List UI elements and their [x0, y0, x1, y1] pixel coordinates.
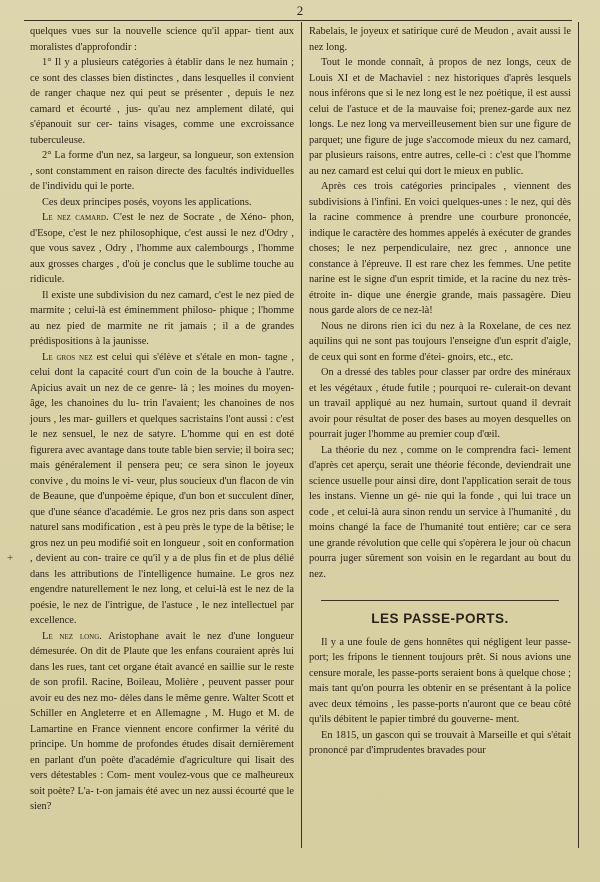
- paragraph-text: Rabelais, le joyeux et satirique curé de Meudon , avait aussi le nez long.: [309, 26, 571, 53]
- paragraph: [309, 728, 571, 759]
- paragraph: [309, 319, 571, 366]
- paragraph-text: Après ces trois catégories principales , viennent des subdivisions à l'infini. En voici quelques-unes : le nez, qui dès la racine commence à prendre une courbure prononcée, indique le caractère des hommes appelés à exécuter de grandes choses; le nez perpendiculaire, nez grec , annonce une constance à l'épreuve. Il est rare chez les femmes. Une petite narine est le signe d'un esprit timide, et la racine du nez très-étroite in- dique une énergie grande, mais passagère. Dieu nous garde alors de ce nez-là!: [309, 181, 571, 316]
- paragraph: [30, 148, 294, 195]
- paragraph: [309, 443, 571, 583]
- paragraph: [30, 195, 294, 211]
- left-column: [30, 24, 294, 815]
- paragraph-text: Il y a une foule de gens honnêtes qui négligent leur passe-port; les fripons le tiennent toujours prêt. Si nous avions une censure morale, les passe-ports seraient bons à quelque chose ; mais tant qu'on pourra les obtenir en se présentant à la police avec deux témoins , les passe-ports n'auront que ce beau côté qu'ils débitent le papier timbré du gouverne- ment.: [309, 636, 571, 725]
- right-column: [309, 24, 571, 759]
- paragraph: [30, 210, 294, 288]
- paragraph: [309, 55, 571, 179]
- paragraph-lead: Le nez long.: [42, 630, 102, 642]
- paragraph-text: En 1815, un gascon qui se trouvait à Marseille et qui s'était prononcé par d'imprudentes bravades pour: [309, 729, 571, 756]
- paragraph: [309, 24, 571, 55]
- paragraph-text: Il existe une subdivision du nez camard, c'est le nez pied de marmite ; celui-là est éminemment philoso- phique ; l'homme au nez pied de marmite ne rit jamais ; il a de grandes prédispositions à la jaunisse.: [30, 289, 294, 347]
- margin-mark: +: [7, 552, 14, 564]
- section-title: LES PASSE-PORTS.: [371, 611, 509, 626]
- paragraph-text: Tout le monde connaît, à propos de nez longs, ceux de Louis XI et de Machaviel : nez historiques d'après lesquels nous inférons que si le nez long est le nez poétique, il est aussi celui de l'astuce et de la mauvaise foi; prenez-garde aux nez longs. Le nez long va merveilleusement bien sur une figure de parquet; une figure de juge s'accomode mieux du nez camard, par plusieurs raisons, entre autres, celle-ci : c'est que l'homme au nez camard est celui qui dort le mieux en public.: [309, 57, 571, 177]
- paragraph-text: On a dressé des tables pour classer par ordre des minéraux et les végétaux , étude futile ; pourquoi re- culerait-on devant un travail appliqué au nez humain, surtout quand il devrait avoir pour résultat de poser des bases au moyen desquelles on pourrait juger l'homme au premier coup d'œil.: [309, 367, 571, 440]
- top-rule: [24, 20, 572, 21]
- paragraph: [309, 365, 571, 443]
- paragraph: [30, 629, 294, 815]
- column-divider: [301, 22, 302, 848]
- paragraph: [30, 288, 294, 350]
- right-column-bottom-text: [309, 635, 571, 759]
- right-column-top-text: [309, 24, 571, 582]
- paragraph: [309, 179, 571, 319]
- paragraph: [30, 350, 294, 629]
- paragraph: [30, 24, 294, 55]
- paragraph-lead: Le nez camard.: [42, 212, 109, 223]
- page-number: 2: [296, 3, 304, 18]
- paragraph: [309, 635, 571, 728]
- paragraph-text: Nous ne dirons rien ici du nez à la Roxelane, de ces nez aquilins qui ne sont pas toujours l'enseigne d'un esprit d'aigle, de ceux qui sont en forme d'étei- gnoirs, etc., etc.: [309, 320, 571, 363]
- paragraph-text: C'est le nez de Socrate , de Xéno- phon, d'Esope, c'est le nez philosophique, c'est aussi le nez d'Odry , que vous savez , Odry , l'homme aux calembourgs , l'homme aux grosses charges , d'où je conclus que le sublime touche au ridicule.: [30, 212, 294, 285]
- paragraph-text: Ces deux principes posés, voyons les applications.: [42, 196, 252, 208]
- paragraph-text: est celui qui s'élève et s'étale en mon- tagne , celui dont la capacité court d'un coin de la bouche à l'autre. Apicius avait un nez de ce genre- là ; les moines du moyen-âge, les chanoines du lu- trin l'avaient; les chanoines de nos jours , les mar- guillers et quelques sacristains l'ont aussi : c'est le nez sensuel, le nez de satyre. L'homme qui en est doté figurera avec avantage dans toute table bien servie; il boira sec; mais généralement il pensera peu; ce sera sinon le joyeux convive , du moins le vi- veur, plus soucieux d'un flacon de vin de Beaune, que d'unpoème épique, d'un bon et succulent dîner, que d'une séance d'académie. Le gros nez pris dans son aspect naturel sans modification , est à peu près le type de la bêtise; le gros nez un peu modifié soit en longueur , soit en conformation , devient au con- traire ce qu'il y a de plus fin et de plus délié dans les attributions de l'intelligence humaine. Le gros nez engendre naturellement le nez long, et celui-là est le nez de la poésie, le nez de l'intrigue, de l'astuce , le nez intellectuel par excellence.: [30, 351, 294, 626]
- paragraph-text: 1° Il y a plusieurs catégories à établir dans le nez humain ; ce sont des classes bien distinctes , dans lesquelles il convient de ranger chaque nez qui peut se présenter , depuis le nez camard et écourté , jus- qu'au nez amplement dilaté, qui s'épanouit sur cer- tains visages, comme une excroissance tuberculeuse.: [30, 57, 294, 146]
- paragraph: [30, 55, 294, 148]
- right-border-rule: [578, 22, 579, 848]
- section-divider: [321, 600, 559, 601]
- paragraph-lead: Le gros nez: [42, 351, 93, 363]
- paragraph-text: La théorie du nez , comme on le comprendra faci- lement d'après cet aperçu, serait une théorie féconde, deviendrait une science usuelle pour ainsi dire, dont l'application serait de tous les instans. Vienne un gé- nie qui la fonde , qui lui trace un code , et celui-là aura sinon rendu un service à l'humanité , du moins changé la face de l'humanité tout entière; car ce sera une grande révolution que celle qui s'opèrera le jour où chacun pourra juger sûrement son voisin en le regardant au bout du nez.: [309, 444, 571, 580]
- paragraph-text: quelques vues sur la nouvelle science qu'il appar- tient aux moralistes d'approfondir :: [30, 26, 294, 53]
- paragraph-text: Aristophane avait le nez d'une longueur démesurée. On dit de Plaute que les enfans couraient après lui dans les rues, tant cet organe était avancé en saillie sur le reste de son profil. Racine, Boileau, Molière , peuvent passer pour avoir eu des nez mo- dèles dans le même genre. Walter Scott et Schiller en Angleterre et en Allemagne , M. Hugo et M. de Lamartine en France viennent encore confirmer la vérité du principe. Un homme de profondes études disait dernièrement en parlant d'un poète d'académie d'agriculture qui lisait des vers détestables : Com- ment voulez-vous que ce malheureux soit poète? L'a- t-on jamais été avec un nez aussi écourté que le sien?: [30, 630, 294, 812]
- paragraph-text: 2° La forme d'un nez, sa largeur, sa longueur, son extension , sont constamment en raison directe des facultés individuelles de l'individu qui le porte.: [30, 150, 294, 192]
